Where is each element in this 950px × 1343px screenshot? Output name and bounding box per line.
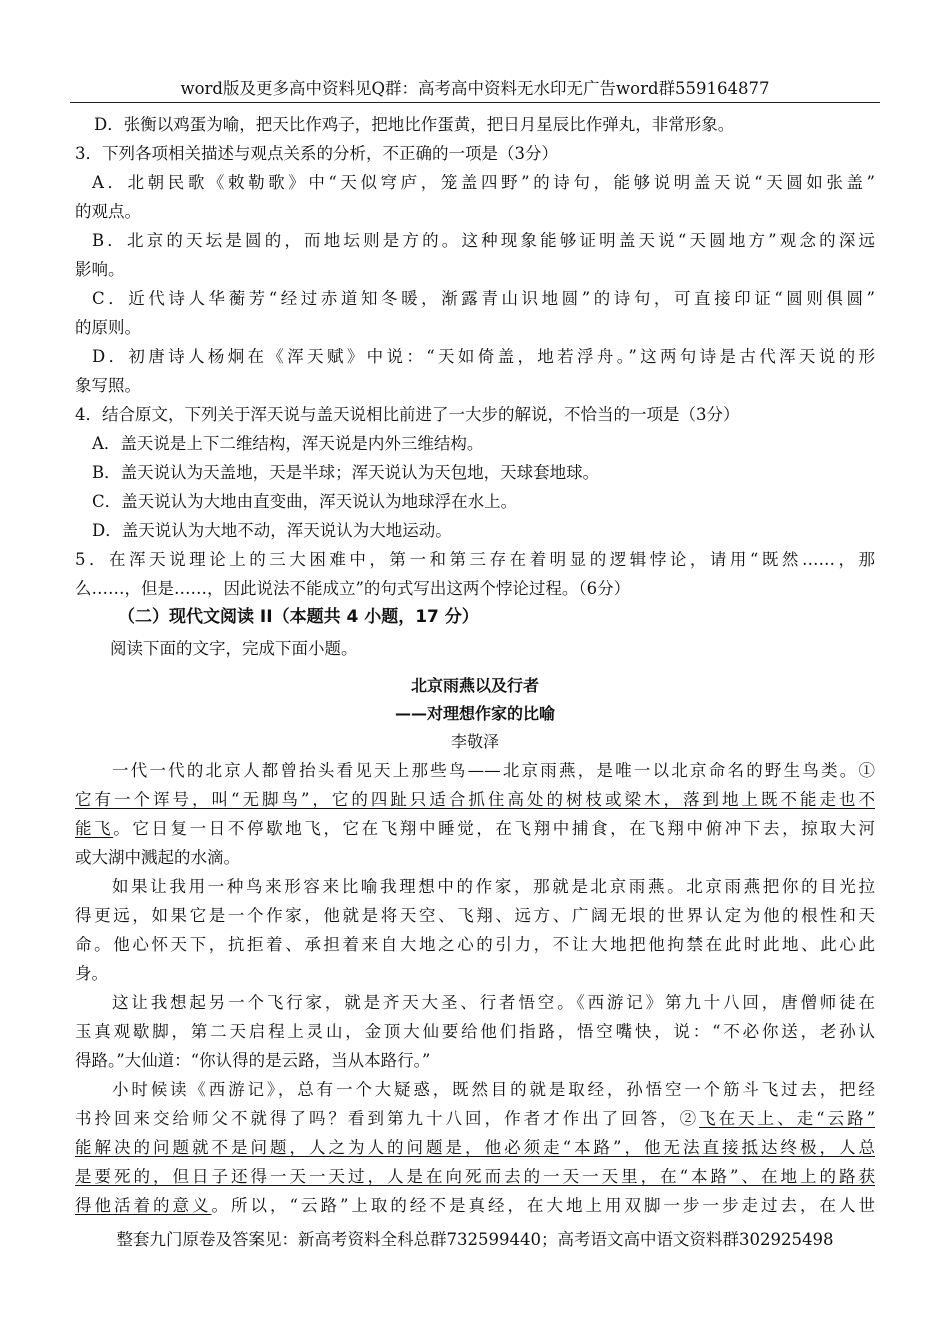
p4-line-3: 能解决的问题就不是问题，人之为人的问题是，他必须走“本路”，他无法直接抵达终极，人总	[75, 1138, 875, 1157]
p2-line-3: 命。他心怀天下，抗拒着、承担着来自大地之心的引力，不让大地把他拘禁在此时此地、此心此	[75, 935, 875, 954]
q3-option-c: C．近代诗人华蘅芳“经过赤道知冬暖，渐露青山识地圆”的诗句，可直接印证“圆则俱圆”	[92, 289, 875, 308]
q2-option-d: D．张衡以鸡蛋为喻，把天比作鸡子，把地比作蛋黄，把日月星辰比作弹丸，非常形象。	[94, 115, 735, 134]
p1-line-3	[75, 818, 875, 840]
q3-stem: 3．下列各项相关描述与观点关系的分析，不正确的一项是（3分）	[75, 144, 558, 163]
p4-line-5-underlined: 得他活着的意义	[75, 1196, 212, 1215]
q3-option-d-cont: 象写照。	[75, 376, 141, 395]
q4-option-d: D．盖天说认为大地不动，浑天说认为大地运动。	[92, 521, 452, 540]
q4-stem: 4．结合原文，下列关于浑天说与盖天说相比前进了一大步的解说，不恰当的一项是（3分）	[75, 405, 740, 424]
section-instruction: 阅读下面的文字，完成下面小题。	[110, 639, 358, 658]
q4-option-b: B．盖天说认为天盖地，天是半球；浑天说认为天包地，天球套地球。	[92, 463, 600, 482]
p4-line-2-plain: 书拎回来交给师父不就得了吗？看到第九十八回，作者才作出了回答，②	[75, 1109, 700, 1128]
p2-line-1: 如果让我用一种鸟来形容来比喻我理想中的作家，那就是北京雨燕。北京雨燕把你的目光拉	[112, 877, 875, 896]
article-author: 李敬泽	[450, 732, 499, 751]
p4-line-5-rest: 。所以，“云路”上取的经不是真经，在大地上用双脚一步一步走过去，在人世	[211, 1196, 876, 1215]
page-footer: 整套九门原卷及答案见：新高考资料全科总群732599440；高考语文高中语文资料群302925498	[116, 1230, 834, 1249]
p3-line-1: 这让我想起另一个飞行家，就是齐天大圣、行者悟空。《西游记》第九十八回，唐僧师徒在	[112, 993, 875, 1012]
p4-line-2-underlined: 飞在天上、走“云路”	[699, 1109, 876, 1128]
q3-option-b: B．北京的天坛是圆的，而地坛则是方的。这种现象能够证明盖天说“天圆地方”观念的深远	[92, 231, 875, 250]
p3-line-2: 玉真观歇脚，第二天启程上灵山，金顶大仙要给他们指路，悟空嘴快，说：“不必你送，老孙认	[75, 1022, 875, 1041]
p3-line-3: 得路。”大仙道：“你认得的是云路，当从本路行。”	[75, 1051, 431, 1070]
q3-option-d: D．初唐诗人杨炯在《浑天赋》中说：“天如倚盖，地若浮舟。”这两句诗是古代浑天说的形	[92, 347, 875, 366]
q3-option-a: A．北朝民歌《敕勒歌》中“天似穹庐，笼盖四野”的诗句，能够说明盖天说“天圆如张盖”	[92, 173, 875, 192]
p1-line-2: 它有一个诨号，叫“无脚鸟”，它的四趾只适合抓住高处的树枝或梁木，落到地上既不能走也不	[75, 790, 875, 809]
p1-line-1: 一代一代的北京人都曾抬头看见天上那些鸟——北京雨燕，是唯一以北京命名的野生鸟类。①	[112, 761, 875, 780]
p1-line-3-underlined: 能飞	[75, 819, 114, 838]
q4-option-c: C．盖天说认为大地由直变曲，浑天说认为地球浮在水上。	[92, 492, 518, 511]
p1-line-4: 或大湖中溅起的水滴。	[75, 848, 240, 867]
q4-option-a: A．盖天说是上下二维结构，浑天说是内外三维结构。	[92, 434, 484, 453]
q5-stem-cont: 么……，但是……，因此说法不能成立”的句式写出这两个悖论过程。（6分）	[75, 579, 631, 598]
section-title: （二）现代文阅读 II（本题共 4 小题，17 分）	[118, 607, 479, 627]
q3-option-a-cont: 的观点。	[75, 202, 141, 221]
q5-stem: 5．在浑天说理论上的三大困难中，第一和第三存在着明显的逻辑悖论，请用“既然……，那	[75, 550, 875, 569]
p4-line-4: 是要死的，但日子还得一天一天过，人是在向死而去的一天一天里，在“本路”、在地上的路获	[75, 1167, 875, 1186]
article-subtitle: ——对理想作家的比喻	[394, 704, 555, 723]
p4-line-2	[75, 1108, 875, 1130]
q3-option-b-cont: 影响。	[75, 260, 125, 279]
q3-option-c-cont: 的原则。	[75, 318, 141, 337]
p4-line-1: 小时候读《西游记》，总有一个大疑惑，既然目的就是取经，孙悟空一个筋斗飞过去，把经	[112, 1080, 875, 1099]
article-title: 北京雨燕以及行者	[410, 676, 539, 695]
header-divider	[70, 102, 880, 103]
p2-line-4: 身。	[75, 964, 108, 983]
p2-line-2: 得更远，如果它是一个作家，他就是将天空、飞翔、远方、广阔无垠的世界认定为他的根性和天	[75, 906, 875, 925]
page-header: word版及更多高中资料见Q群：高考高中资料无水印无广告word群559164877	[180, 79, 770, 98]
p4-line-5	[75, 1195, 875, 1217]
p1-line-3-rest: 。它日复一日不停歇地飞，它在飞翔中睡觉，在飞翔中捕食，在飞翔中俯冲下去，掠取大河	[113, 819, 876, 838]
